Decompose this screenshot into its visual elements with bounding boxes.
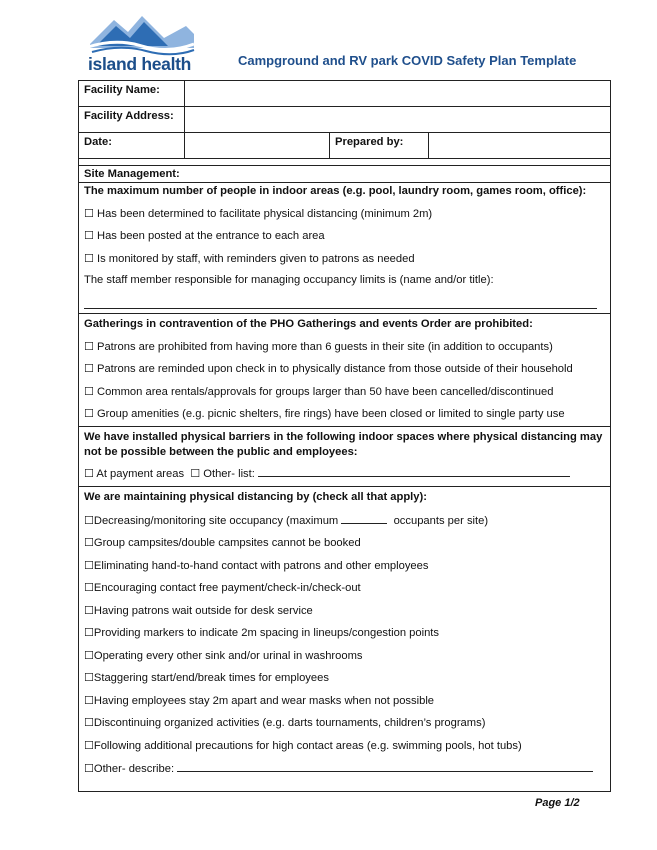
list-item-label: Group campsites/double campsites cannot be booked <box>93 537 361 549</box>
checkbox[interactable]: ☐ <box>84 513 94 527</box>
site-management-label-row <box>79 166 610 183</box>
list-item <box>84 580 605 596</box>
distancing-section <box>79 487 610 791</box>
list-item <box>84 625 605 641</box>
list-item-label: Encouraging contact free payment/check-in/check-out <box>93 582 361 594</box>
gatherings-section <box>79 314 610 427</box>
checkbox[interactable]: ☐ <box>84 206 94 220</box>
page-number: Page 1/2 <box>535 797 580 809</box>
barriers-options <box>84 465 605 482</box>
logo-text: island health <box>88 54 192 74</box>
list-item <box>84 715 605 731</box>
spacer-row <box>79 159 610 166</box>
checkbox[interactable]: ☐ <box>84 581 94 594</box>
list-item-label: Patrons are reminded upon check in to physically distance from those outside of their household <box>96 363 573 375</box>
staff-responsible-text: The staff member responsible for managing occupancy limits is (name and/or title): <box>84 274 494 286</box>
gatherings-heading: Gatherings in contravention of the PHO Gatherings and events Order are prohibited: <box>84 318 533 330</box>
facility-name-label: Facility Name: <box>84 84 160 96</box>
list-item-label: Discontinuing organized activities (e.g. darts tournaments, children’s programs) <box>93 717 486 729</box>
payment-areas-label: At payment areas <box>96 468 185 480</box>
other-list-field[interactable] <box>258 465 570 477</box>
list-item-label: Having employees stay 2m apart and wear masks when not possible <box>93 694 435 707</box>
checkbox[interactable]: ☐ <box>84 738 94 752</box>
checkbox[interactable]: ☐ <box>84 407 94 420</box>
date-prepared-row <box>79 133 610 159</box>
checkbox[interactable]: ☐ <box>84 558 94 572</box>
checkbox[interactable]: ☐ <box>84 384 94 398</box>
list-item-label: Decreasing/monitoring site occupancy (maximum <box>93 514 339 527</box>
other-describe-label: Other- describe: <box>93 763 175 775</box>
list-item <box>84 339 605 355</box>
date-field[interactable] <box>185 133 330 158</box>
list-item-label: Having patrons wait outside for desk service <box>93 604 313 617</box>
list-item <box>84 384 605 400</box>
max-occupants-field[interactable] <box>341 512 387 524</box>
list-item-label: Following additional precautions for high contact areas (e.g. swimming pools, hot tubs) <box>93 739 522 752</box>
checkbox[interactable]: ☐ <box>84 716 94 729</box>
list-item <box>84 558 605 574</box>
other-describe-field[interactable] <box>177 760 593 772</box>
list-item <box>84 603 605 619</box>
distancing-heading: We are maintaining physical distancing by (check all that apply): <box>84 491 427 503</box>
list-item <box>84 361 605 377</box>
list-item-label: Staggering start/end/break times for employees <box>93 672 329 684</box>
facility-address-label: Facility Address: <box>84 110 174 122</box>
list-item-label: Providing markers to indicate 2m spacing in lineups/congestion points <box>93 627 440 639</box>
checkbox[interactable]: ☐ <box>84 603 94 617</box>
document-title: Campground and RV park COVID Safety Plan Template <box>238 53 577 68</box>
list-item-label: Has been posted at the entrance to each area <box>96 230 325 242</box>
other-list-label: Other- list: <box>203 468 255 480</box>
safety-plan-form <box>78 80 611 792</box>
list-item-label: Common area rentals/approvals for groups larger than 50 have been cancelled/discontinued <box>96 385 554 398</box>
list-item-label: Group amenities (e.g. picnic shelters, fire rings) have been closed or limited to single party use <box>96 408 565 420</box>
barriers-section <box>79 427 610 487</box>
checkbox[interactable]: ☐ <box>84 229 94 242</box>
list-item <box>84 648 605 664</box>
checkbox[interactable]: ☐ <box>84 671 94 684</box>
occupancy-heading: The maximum number of people in indoor areas (e.g. pool, laundry room, games room, office): <box>84 185 587 197</box>
list-item-label: Patrons are prohibited from having more than 6 guests in their site (in addition to occupants) <box>96 340 553 353</box>
list-item <box>84 251 605 267</box>
list-item <box>84 206 605 222</box>
site-management-section <box>79 183 610 314</box>
list-item-label: Eliminating hand-to-hand contact with patrons and other employees <box>93 559 429 572</box>
facility-name-field[interactable] <box>185 81 610 106</box>
checkbox[interactable]: ☐ <box>84 251 94 265</box>
barriers-heading: We have installed physical barriers in the following indoor spaces where physical distancing may not be possible between the public and employees: <box>84 431 603 458</box>
checkbox[interactable]: ☐ <box>84 362 94 375</box>
date-label: Date: <box>84 136 112 148</box>
mountain-icon <box>86 10 196 56</box>
island-health-logo <box>86 10 196 75</box>
site-management-label: Site Management: <box>84 168 180 180</box>
prepared-by-field[interactable] <box>429 133 610 158</box>
prepared-by-label: Prepared by: <box>335 136 404 148</box>
list-item <box>84 406 605 422</box>
list-item-label: Is monitored by staff, with reminders given to patrons as needed <box>96 252 415 265</box>
checkbox[interactable]: ☐ <box>84 536 94 549</box>
list-item <box>84 693 605 709</box>
checkbox[interactable]: ☐ <box>84 467 94 480</box>
checkbox[interactable]: ☐ <box>84 762 94 775</box>
list-item-label: Operating every other sink and/or urinal in washrooms <box>93 649 363 662</box>
list-item <box>84 228 605 244</box>
list-item <box>84 535 605 551</box>
checkbox[interactable]: ☐ <box>84 339 94 353</box>
list-item-label: occupants per site) <box>393 514 489 527</box>
list-item <box>84 760 605 777</box>
list-item <box>84 738 605 754</box>
staff-responsible-field[interactable] <box>84 294 597 309</box>
checkbox[interactable]: ☐ <box>84 626 94 639</box>
facility-address-row <box>79 107 610 133</box>
checkbox[interactable]: ☐ <box>84 693 94 707</box>
list-item <box>84 670 605 686</box>
list-item-label: Has been determined to facilitate physical distancing (minimum 2m) <box>96 207 433 220</box>
checkbox[interactable]: ☐ <box>190 467 201 480</box>
list-item <box>84 512 605 529</box>
facility-name-row <box>79 81 610 107</box>
checkbox[interactable]: ☐ <box>84 648 94 662</box>
facility-address-field[interactable] <box>185 107 610 132</box>
